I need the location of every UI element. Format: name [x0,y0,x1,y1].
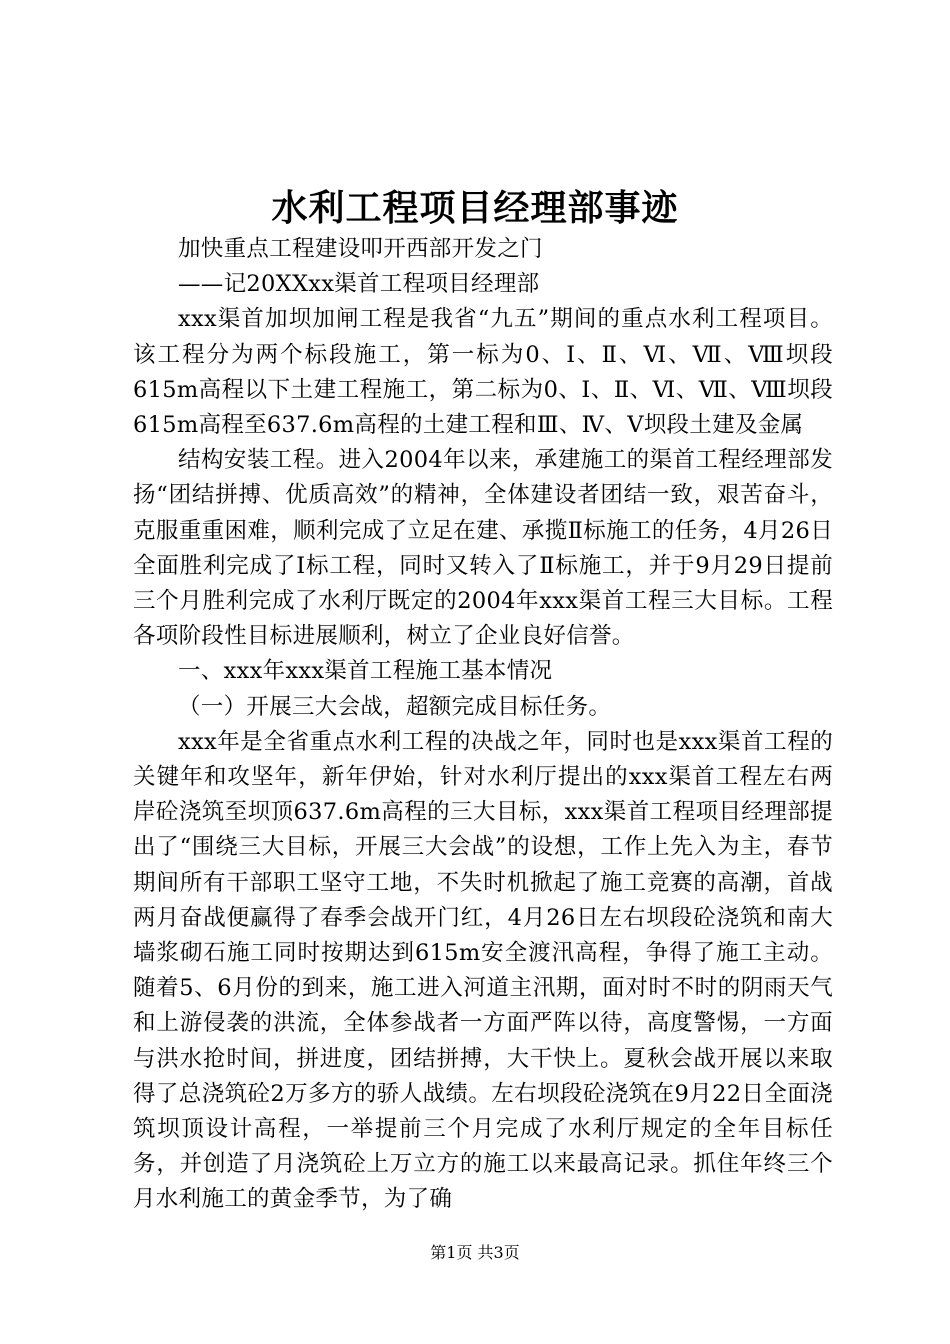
paragraph-subtitle: 加快重点工程建设叩开西部开发之门 [178,236,543,262]
paragraph-progress: 结构安装工程。进入2004年以来，承建施工的渠首工程经理部发扬“团结拼搏、优质高效”的精神，全体建设者团结一致，艰苦奋斗，克服重重困难，顺利完成了立足在建、承揽Ⅱ标施工的任务，4月26日全面胜利完成了Ⅰ标工程，同时又转入了Ⅱ标施工，并于9月29日提前三个月胜利完成了水利厅既定的2004年xxx渠首工程三大目标。工程各项阶段性目标进展顺利，树立了企业良好信誉。 [133,447,833,650]
paragraph-campaign: xxx年是全省重点水利工程的决战之年，同时也是xxx渠首工程的关键年和攻坚年，新年伊始，针对水利厅提出的xxx渠首工程左右两岸砼浇筑至坝顶637.6m高程的三大目标，xxx渠首工程项目经理部提出了“围绕三大目标，开展三大会战”的设想，工作上先入为主，春节期间所有干部职工坚守工地，不失时机掀起了施工竞赛的高潮，首战两月奋战便赢得了春季会战开门红，4月26日左右坝段砼浇筑和南大墙浆砌石施工同时按期达到615m安全渡汛高程，争得了施工主动。随着5、6月份的到来，施工进入河道主汛期，面对时不时的阴雨天气和上游侵袭的洪流，全体参战者一方面严阵以待，高度警惕，一方面与洪水抢时间，拼进度，团结拼搏，大干快上。夏秋会战开展以来取得了总浇筑砼2万多方的骄人战绩。左右坝段砼浇筑在9月22日全面浇筑坝顶设计高程，一举提前三个月完成了水利厅规定的全年目标任务，并创造了月浇筑砼上万立方的施工以来最高记录。抓住年终三个月水利施工的黄金季节，为了确 [133,728,833,1213]
subsection-heading: （一）开展三大会战，超额完成目标任务。 [178,693,612,720]
page-footer: 第1页 共3页 [430,1243,520,1262]
paragraph-intro: xxx渠首加坝加闸工程是我省“九五”期间的重点水利工程项目。该工程分为两个标段施工，第一标为0、Ⅰ、Ⅱ、Ⅵ、Ⅶ、Ⅷ坝段615m高程以下土建工程施工，第二标为0、Ⅰ、Ⅱ、Ⅵ、Ⅶ、Ⅷ坝段615m高程至637.6m高程的土建工程和Ⅲ、Ⅳ、Ⅴ坝段土建及金属 [133,306,833,439]
paragraph-byline: ——记20XXxx渠首工程项目经理部 [178,271,540,298]
document-body [133,232,833,1218]
section-heading: 一、xxx年xxx渠首工程施工基本情况 [178,658,553,685]
document-title: 水利工程项目经理部事迹 [271,187,679,229]
